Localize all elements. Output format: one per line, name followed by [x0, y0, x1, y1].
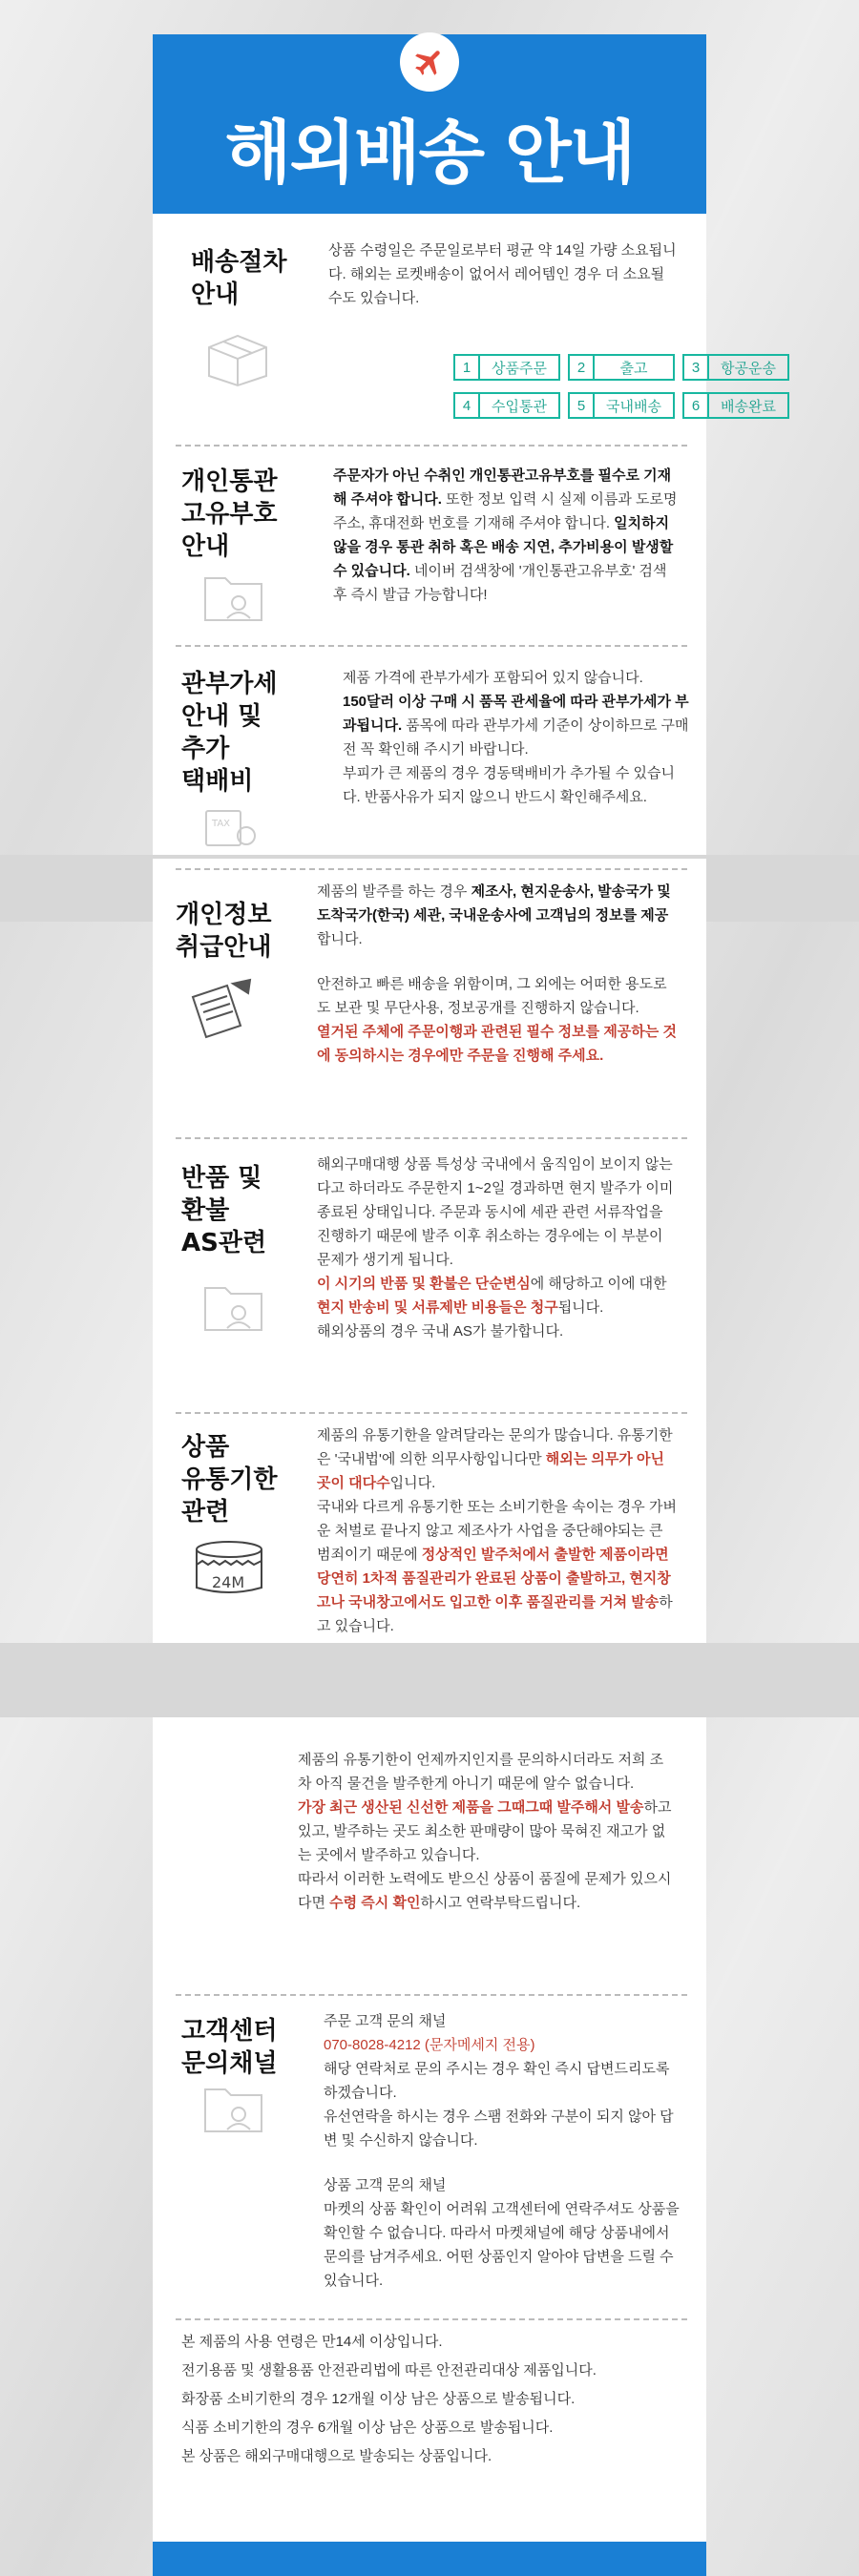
- section-divider: [176, 645, 687, 647]
- step-item: 1 상품주문: [453, 354, 560, 381]
- returns-description: 해외구매대행 상품 특성상 국내에서 움직임이 보이지 않는다고 하더라도 주문한지 1~2일 경과하면 현지 발주가 이미 종료된 상태입니다. 주문과 동시에 세관 관련 서류작업을 진행하기 때문에 발주 이후 취소하는 경우에는 이 부분이 문제가 생기게 됩니다. 이 시기의 반품 및 환불은 단순변심에 해당하고 이에 대한 현지 반송비 및 서류제반 비용들은 청구됩니다. 해외상품의 경우 국내 AS가 불가합니다.: [317, 1156, 674, 1340]
- footer-banner: [153, 2542, 706, 2576]
- section-divider: [176, 1994, 687, 1996]
- privacy-title: 개인정보 취급안내: [176, 901, 272, 962]
- step-item: 4 수입통관: [453, 392, 560, 419]
- tax-icon: [202, 809, 260, 851]
- tax-title: 관부가세 안내 및 추가 택배비: [181, 670, 278, 796]
- section-divider: [176, 1412, 687, 1414]
- returns-title: 반품 및 환불 AS관련: [181, 1164, 267, 1257]
- customs-description: 주문자가 아닌 수취인 개인통관고유부호를 필수로 기재해 주셔야 합니다. 또한 정보 입력 시 실제 이름과 도로명 주소, 휴대전화 번호를 기재해 주셔야 합니다. 일치하지 않을 경우 통관 취하 혹은 배송 지연, 추가비용이 발생할 수 있습니다. 네이버 검색창에 '개인통관고유부호' 검색 후 즉시 발급 가능합니다!: [333, 467, 678, 603]
- customs-title: 개인통관 고유부호 안내: [181, 467, 278, 561]
- info-card-2: [153, 859, 706, 1643]
- step-item: 3 항공운송: [682, 354, 789, 381]
- page-gap: [0, 1643, 859, 1717]
- folder-icon: [202, 1280, 265, 1338]
- signing-icon: [185, 978, 256, 1043]
- returns-section: [176, 1145, 687, 1402]
- expiry-title: 상품 유통기한 관련: [181, 1433, 278, 1527]
- privacy-description: 제품의 발주를 하는 경우 제조사, 현지운송사, 발송국가 및 도착국가(한국) 세관, 국내운송사에 고객님의 정보를 제공합니다. 안전하고 빠른 배송을 위함이며, 그 외에는 어떠한 용도로도 보관 및 무단사용, 정보공개를 진행하지 않습니다. 열거된 주체에 주문이행과 관련된 필수 정보를 제공하는 것에 동의하시는 경우에만 주문을 진행해 주세요.: [317, 883, 677, 1064]
- box-icon: [204, 330, 271, 393]
- section-divider: [176, 1137, 687, 1139]
- jar-24m-icon: [191, 1536, 267, 1601]
- expiry-continued: 제품의 유통기한이 언제까지인지를 문의하시더라도 저희 조차 아직 물건을 발주한게 아니기 때문에 알수 없습니다. 가장 최근 생산된 신선한 제품을 그때그때 발주해서 발송하고 있고, 발주하는 곳도 최소한 판매량이 많아 묵혀진 재고가 없는 곳에서 발주하고 있습니다. 따라서 이러한 노력에도 받으신 상품이 품질에 문제가 있으시다면 수령 즉시 확인하시고 연락부탁드립니다.: [298, 1752, 672, 1911]
- info-card-1: [153, 34, 776, 855]
- svg-text:TAX: TAX: [212, 819, 231, 829]
- folder-icon: [202, 2082, 265, 2139]
- section-divider: [176, 2318, 687, 2320]
- shipping-title: 배송절차 안내: [191, 248, 287, 309]
- contact-description: 주문 고객 문의 채널 070-8028-4212 (문자메세지 전용) 해당 연락처로 문의 주시는 경우 확인 즉시 답변드리도록 하겠습니다. 유선연락을 하시는 경우 스팸 전화와 구분이 되지 않아 답변 및 수신하지 않습니다. 상품 고객 문의 채널 마켓의 상품 확인이 어려워 고객센터에 연락주셔도 상품을 확인할 수 없습니다. 따라서 마켓채널에 해당 상품내에서 문의를 남겨주세요. 어떤 상품인지 알아야 답변을 드릴 수 있습니다.: [324, 2009, 681, 2293]
- folder-icon: [202, 571, 265, 628]
- shipping-description: 상품 수령일은 주문일로부터 평균 약 14일 가량 소요됩니다. 해외는 로켓배송이 없어서 레어템인 경우 더 소요될 수도 있습니다.: [328, 242, 677, 306]
- tax-description: 제품 가격에 관부가세가 포함되어 있지 않습니다. 150달러 이상 구매 시 품목 관세율에 따라 관부가세가 부과됩니다. 품목에 따라 관부가세 기준이 상이하므로 구매 전 꼭 확인해 주시기 바랍니다. 부피가 큰 제품의 경우 경동택배비가 추가될 수 있습니다. 반품사유가 되지 않으니 반드시 확인해주세요.: [343, 670, 689, 805]
- step-item: 6 배송완료: [682, 392, 789, 419]
- info-card-3: [153, 1717, 706, 2576]
- phone-number: 070-8028-4212 (문자메세지 전용): [324, 2037, 535, 2053]
- expiry-section: [176, 1420, 687, 1639]
- page-title: 해외배송 안내: [224, 113, 635, 193]
- footer-notes: 본 제품의 사용 연령은 만14세 이상입니다. 전기용품 및 생활용품 안전관리법에 따른 안전관리대상 제품입니다. 화장품 소비기한의 경우 12개월 이상 남은 상품으로 발송됩니다. 식품 소비기한의 경우 6개월 이상 남은 상품으로 발송됩니다. 본 상품은 해외구매대행으로 발송되는 상품입니다.: [181, 2334, 597, 2464]
- contact-title: 고객센터 문의채널: [181, 2017, 278, 2078]
- section-divider: [176, 868, 687, 870]
- privacy-section: [176, 878, 687, 1135]
- svg-text:24M: 24M: [212, 1573, 245, 1591]
- section-divider: [176, 445, 687, 447]
- step-item: 2 출고: [568, 354, 675, 381]
- expiry-description: 제품의 유통기한을 알려달라는 문의가 많습니다. 유통기한은 '국내법'에 의한 의무사항입니다만 해외는 의무가 아닌 곳이 대다수입니다. 국내와 다르게 유통기한 또는 소비기한을 속이는 경우 가벼운 처벌로 끝나지 않고 제조사가 사업을 중단해야되는 큰 범죄이기 때문에 정상적인 발주처에서 출발한 제품이라면 당연히 1차적 품질관리가 완료된 상품이 출발하고, 현지창고나 국내창고에서도 입고한 이후 품질관리를 거쳐 발송하고 있습니다.: [317, 1427, 677, 1634]
- header-banner: [153, 34, 706, 214]
- step-item: 5 국내배송: [568, 392, 675, 419]
- contact-section: [176, 2004, 687, 2318]
- tax-section: [176, 654, 687, 845]
- airplane-icon: [400, 32, 459, 92]
- customs-section: [176, 454, 687, 645]
